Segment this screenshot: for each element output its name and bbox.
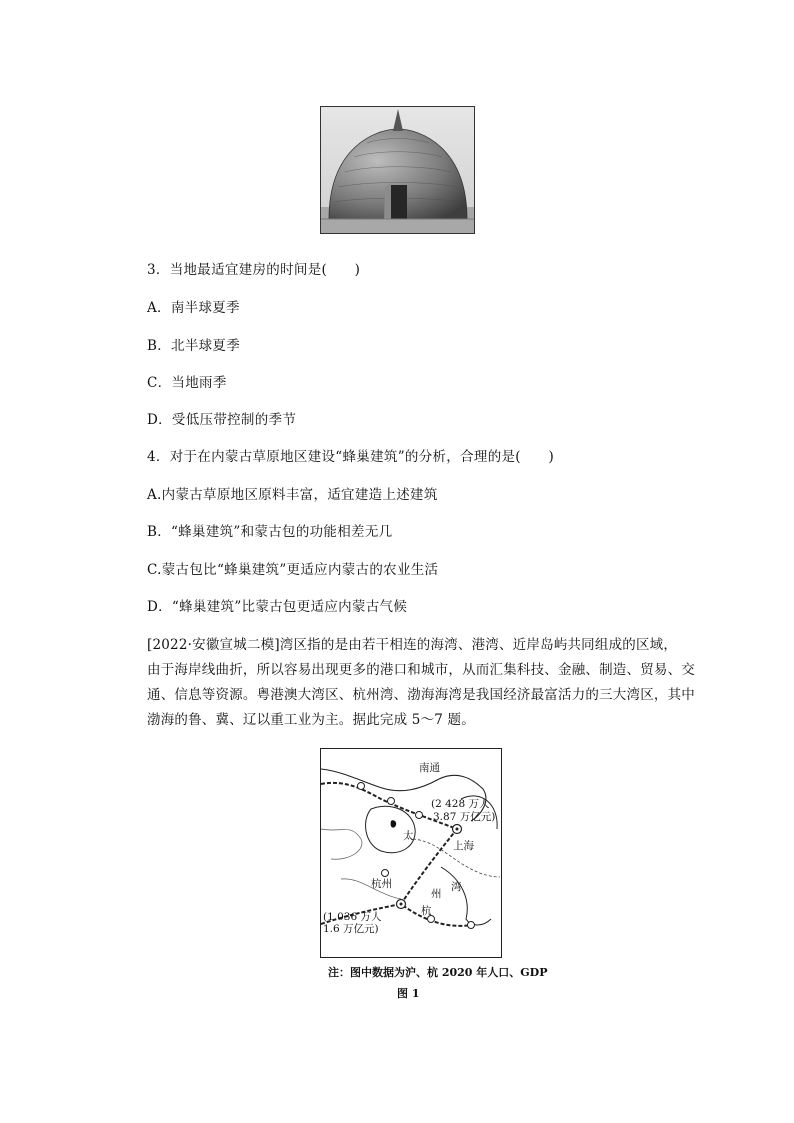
question-4-option-c: C.蒙古包比“蜂巢建筑”更适应内蒙古的农业生活 <box>147 562 439 578</box>
question-3-option-a: A．南半球夏季 <box>147 300 240 316</box>
bay-area-map <box>320 748 502 958</box>
bay-area-map-graphic <box>321 749 500 956</box>
passage-line-4: 渤海的鲁、冀、辽以重工业为主。据此完成 5～7 题。 <box>147 712 475 728</box>
city-node <box>382 870 389 877</box>
label-bay-char-2: 州 <box>431 888 442 900</box>
passage-line-1: [2022·安徽宣城二模]湾区指的是由若干相连的海湾、港湾、近岸岛屿共同组成的区域， <box>147 637 678 653</box>
hangzhou-marker-dot <box>400 903 403 906</box>
label-hangzhou-data-2: 1.6 万亿元) <box>323 923 379 935</box>
hut-photo <box>320 106 475 234</box>
map-note: 注：图中数据为沪、杭 2020 年人口、GDP <box>328 966 548 979</box>
question-3-stem: 3．当地最适宜建房的时间是( ) <box>147 262 361 278</box>
label-bay-char-1: 湾 <box>451 881 462 893</box>
label-taihu: 太 <box>403 830 414 842</box>
passage-line-2: 由于海岸线曲折，所以容易出现更多的港口和城市，从而汇集科技、金融、制造、贸易、交 <box>147 662 695 678</box>
label-shanghai-data-1: (2 428 万人 <box>431 798 490 810</box>
coastline-bay <box>441 867 491 925</box>
label-shanghai-data-2: 3.87 万亿元) <box>433 811 496 823</box>
hut-photo-graphic <box>321 107 474 233</box>
question-4-option-d: D．“蜂巢建筑”比蒙古包更适应内蒙古气候 <box>147 599 408 615</box>
question-4-option-b: B．“蜂巢建筑”和蒙古包的功能相差无几 <box>147 524 393 540</box>
river-west <box>321 829 362 859</box>
label-shanghai: 上海 <box>453 840 474 852</box>
question-4-option-a: A.内蒙古草原地区原料丰富，适宜建造上述建筑 <box>147 487 438 503</box>
city-node <box>388 798 395 805</box>
passage-line-3: 通、信息等资源。粤港澳大湾区、杭州湾、渤海海湾是我国经济最富活力的三大湾区，其中 <box>147 687 695 703</box>
label-hangzhou: 杭州 <box>371 878 392 890</box>
question-3-option-d: D．受低压带控制的季节 <box>147 412 297 428</box>
city-node <box>416 812 423 819</box>
label-nantong: 南通 <box>419 762 440 774</box>
question-3-option-b: B．北半球夏季 <box>147 338 241 354</box>
question-4-stem: 4．对于在内蒙古草原地区建设“蜂巢建筑”的分析，合理的是( ) <box>147 449 555 465</box>
city-node <box>468 922 475 929</box>
label-hangzhou-data-1: (1 036 万人 <box>323 911 382 923</box>
shanghai-marker-dot <box>456 828 459 831</box>
question-3-option-c: C．当地雨季 <box>147 375 227 391</box>
label-bay-char-3: 杭 <box>421 905 432 917</box>
city-node <box>358 783 365 790</box>
figure-title: 图 1 <box>397 987 420 1000</box>
